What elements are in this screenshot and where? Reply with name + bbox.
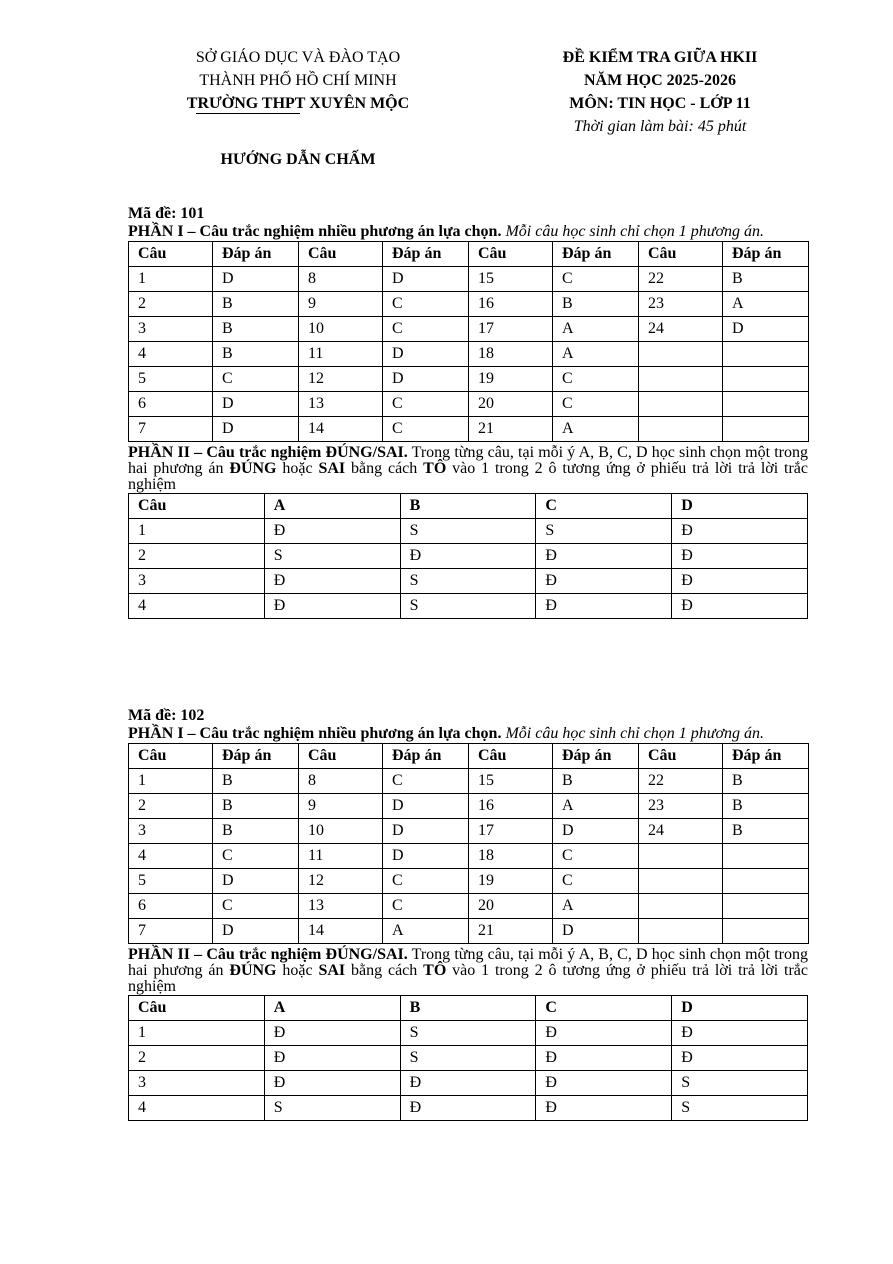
table-cell: D <box>383 342 469 367</box>
table-header-row <box>129 996 808 1021</box>
table-cell: A <box>553 794 639 819</box>
exam-code: Mã đề: 101 <box>128 205 205 222</box>
table-cell <box>723 919 809 944</box>
table-cell: S <box>672 1071 808 1096</box>
column-header: Câu <box>129 996 265 1021</box>
table-header-row <box>129 494 808 519</box>
column-header: Câu <box>129 494 265 519</box>
table-cell <box>723 342 809 367</box>
column-header: Câu <box>469 744 553 769</box>
table-cell: B <box>213 317 299 342</box>
table-cell: S <box>400 519 536 544</box>
table-cell: Đ <box>536 569 672 594</box>
table-cell: D <box>723 317 809 342</box>
exam-code: Mã đề: 102 <box>128 707 205 724</box>
table-cell: 11 <box>299 342 383 367</box>
table-cell: 11 <box>299 844 383 869</box>
table-cell: 1 <box>129 267 213 292</box>
table-cell: Đ <box>536 1096 672 1121</box>
table-cell: C <box>553 869 639 894</box>
table-cell: D <box>383 794 469 819</box>
table-cell: B <box>553 769 639 794</box>
table-cell: C <box>553 392 639 417</box>
table-cell: 7 <box>129 919 213 944</box>
table-cell <box>639 417 723 442</box>
table-cell: 5 <box>129 869 213 894</box>
table-row <box>129 544 808 569</box>
part1-answer-table <box>128 743 809 944</box>
table-row <box>129 1046 808 1071</box>
table-cell: 23 <box>639 292 723 317</box>
table-row <box>129 267 809 292</box>
part2-bold-to: TÔ <box>423 460 447 477</box>
table-cell: 3 <box>129 317 213 342</box>
table-cell: Đ <box>400 1096 536 1121</box>
table-cell <box>639 869 723 894</box>
table-cell: D <box>213 919 299 944</box>
column-header: D <box>672 996 808 1021</box>
part2-text-c: bằng cách <box>345 962 424 979</box>
exam-101-section <box>128 204 808 619</box>
column-header: Đáp án <box>723 242 809 267</box>
table-cell: S <box>400 1021 536 1046</box>
table-row <box>129 844 809 869</box>
table-cell: 2 <box>129 1046 265 1071</box>
table-cell: 10 <box>299 819 383 844</box>
part2-title <box>128 947 808 995</box>
table-cell: 2 <box>129 292 213 317</box>
table-cell: C <box>553 267 639 292</box>
table-cell: D <box>213 392 299 417</box>
table-cell <box>723 894 809 919</box>
table-cell: S <box>536 519 672 544</box>
table-cell: Đ <box>672 544 808 569</box>
part2-text-d: vào 1 trong 2 ô tương ứng ở phiếu trả lời trả lời trắc nghiệm <box>128 460 809 493</box>
table-cell <box>723 844 809 869</box>
table-cell: Đ <box>264 519 400 544</box>
part2-bold-sai: SAI <box>318 962 346 979</box>
table-cell: 23 <box>639 794 723 819</box>
table-row <box>129 769 809 794</box>
part1-title <box>128 725 808 743</box>
table-cell: 4 <box>129 342 213 367</box>
table-cell: 13 <box>299 894 383 919</box>
table-row <box>129 1096 808 1121</box>
part2-text-c: bằng cách <box>345 460 424 477</box>
table-cell: S <box>400 1046 536 1071</box>
table-cell: 22 <box>639 267 723 292</box>
table-cell: C <box>213 844 299 869</box>
table-row <box>129 292 809 317</box>
table-cell <box>639 367 723 392</box>
column-header: Đáp án <box>383 242 469 267</box>
table-cell: 3 <box>129 569 265 594</box>
subject: MÔN: TIN HỌC - LỚP 11 <box>569 95 751 112</box>
table-cell: C <box>213 367 299 392</box>
table-cell: C <box>383 417 469 442</box>
table-cell: 4 <box>129 844 213 869</box>
table-row <box>129 367 809 392</box>
column-header: Câu <box>639 242 723 267</box>
table-cell: B <box>213 819 299 844</box>
column-header: C <box>536 494 672 519</box>
table-cell: Đ <box>672 1046 808 1071</box>
part2-text-b: hoặc <box>276 460 319 477</box>
table-row <box>129 569 808 594</box>
header-left <box>128 46 468 115</box>
table-cell: Đ <box>536 594 672 619</box>
column-header: C <box>536 996 672 1021</box>
table-cell: S <box>672 1096 808 1121</box>
table-cell: 1 <box>129 519 265 544</box>
table-cell: 1 <box>129 1021 265 1046</box>
city-name: THÀNH PHỐ HỒ CHÍ MINH <box>199 72 397 89</box>
table-cell: B <box>213 769 299 794</box>
table-header-row <box>129 242 809 267</box>
table-cell <box>723 417 809 442</box>
table-cell: Đ <box>536 1021 672 1046</box>
table-row <box>129 819 809 844</box>
column-header: Đáp án <box>723 744 809 769</box>
part1-title-bold: PHẦN I – Câu trắc nghiệm nhiều phương án lựa chọn. <box>128 725 502 742</box>
column-header: Câu <box>129 242 213 267</box>
table-cell: Đ <box>672 1021 808 1046</box>
table-row <box>129 594 808 619</box>
table-cell: 1 <box>129 769 213 794</box>
table-cell: Đ <box>264 1046 400 1071</box>
table-cell: Đ <box>264 594 400 619</box>
table-cell: C <box>383 317 469 342</box>
table-cell: A <box>553 317 639 342</box>
table-cell: D <box>383 367 469 392</box>
table-cell: D <box>383 844 469 869</box>
table-cell <box>639 844 723 869</box>
column-header: Đáp án <box>553 242 639 267</box>
table-cell: 20 <box>469 392 553 417</box>
column-header: A <box>264 996 400 1021</box>
school-name: TRƯỜNG THPT XUYÊN MỘC <box>186 95 410 112</box>
table-cell: Đ <box>672 594 808 619</box>
table-cell: 6 <box>129 392 213 417</box>
part2-answer-table <box>128 493 808 619</box>
table-cell: S <box>264 544 400 569</box>
table-cell: S <box>264 1096 400 1121</box>
table-cell: B <box>553 292 639 317</box>
column-header: Đáp án <box>383 744 469 769</box>
table-row <box>129 317 809 342</box>
part2-text-d: vào 1 trong 2 ô tương ứng ở phiếu trả lời trả lời trắc nghiệm <box>128 962 809 995</box>
school-year: NĂM HỌC 2025-2026 <box>584 72 736 89</box>
table-row <box>129 519 808 544</box>
table-row <box>129 1021 808 1046</box>
column-header: A <box>264 494 400 519</box>
table-cell: C <box>383 869 469 894</box>
table-cell: Đ <box>536 1071 672 1096</box>
table-cell: 9 <box>299 794 383 819</box>
school-name-wrap <box>128 92 468 115</box>
part2-text-a: Trong từng câu, tại mỗi ý A, B, C, D học sinh chọn một trong hai phương án <box>128 444 809 477</box>
table-cell: 8 <box>299 769 383 794</box>
table-cell <box>639 342 723 367</box>
part1-title <box>128 223 808 241</box>
table-row <box>129 342 809 367</box>
table-cell: 14 <box>299 417 383 442</box>
time-limit: Thời gian làm bài: 45 phút <box>573 118 747 135</box>
table-cell: C <box>383 292 469 317</box>
table-cell: 3 <box>129 819 213 844</box>
table-cell: 4 <box>129 594 265 619</box>
table-cell: 19 <box>469 367 553 392</box>
part2-text-a: Trong từng câu, tại mỗi ý A, B, C, D học sinh chọn một trong hai phương án <box>128 946 809 979</box>
part2-answer-table <box>128 995 808 1121</box>
table-cell <box>639 894 723 919</box>
table-row <box>129 794 809 819</box>
table-cell: 21 <box>469 417 553 442</box>
table-cell: 8 <box>299 267 383 292</box>
table-cell: S <box>400 569 536 594</box>
column-header: D <box>672 494 808 519</box>
table-cell <box>723 392 809 417</box>
table-cell: C <box>383 894 469 919</box>
table-cell: A <box>553 417 639 442</box>
guide-title: HƯỚNG DẪN CHẤM <box>220 151 376 168</box>
exam-title: ĐỀ KIỂM TRA GIỮA HKII <box>562 49 758 66</box>
table-cell: D <box>553 819 639 844</box>
column-header: B <box>400 494 536 519</box>
table-cell <box>639 392 723 417</box>
table-cell: C <box>213 894 299 919</box>
table-cell: 15 <box>469 769 553 794</box>
table-cell: 20 <box>469 894 553 919</box>
part2-title <box>128 445 808 493</box>
part2-bold-dung: ĐÚNG <box>229 460 277 477</box>
table-cell: 16 <box>469 292 553 317</box>
column-header: Đáp án <box>213 744 299 769</box>
table-cell: 18 <box>469 342 553 367</box>
table-cell: 9 <box>299 292 383 317</box>
table-cell: Đ <box>400 544 536 569</box>
table-cell: 22 <box>639 769 723 794</box>
table-cell: 13 <box>299 392 383 417</box>
table-cell: 6 <box>129 894 213 919</box>
table-row <box>129 417 809 442</box>
part2-text-b: hoặc <box>276 962 319 979</box>
table-cell: 10 <box>299 317 383 342</box>
table-cell: A <box>553 342 639 367</box>
column-header: Đáp án <box>553 744 639 769</box>
table-cell: D <box>383 819 469 844</box>
table-cell: Đ <box>264 1071 400 1096</box>
table-cell: 2 <box>129 794 213 819</box>
table-cell: C <box>383 392 469 417</box>
part2-title-bold: PHẦN II – Câu trắc nghiệm ĐÚNG/SAI. <box>128 444 408 461</box>
table-cell: C <box>553 844 639 869</box>
table-cell: 5 <box>129 367 213 392</box>
table-row <box>129 919 809 944</box>
table-cell: 17 <box>469 819 553 844</box>
table-cell: A <box>383 919 469 944</box>
table-cell: A <box>553 894 639 919</box>
table-cell: 16 <box>469 794 553 819</box>
table-cell: Đ <box>536 544 672 569</box>
table-cell: D <box>213 869 299 894</box>
part2-bold-to: TÔ <box>423 962 447 979</box>
table-cell: A <box>723 292 809 317</box>
table-cell <box>723 869 809 894</box>
part1-answer-table <box>128 241 809 442</box>
table-row <box>129 869 809 894</box>
column-header: Câu <box>129 744 213 769</box>
part2-bold-dung: ĐÚNG <box>229 962 277 979</box>
table-cell: D <box>213 417 299 442</box>
table-cell: D <box>553 919 639 944</box>
table-cell: 15 <box>469 267 553 292</box>
table-cell: 18 <box>469 844 553 869</box>
table-cell: B <box>213 342 299 367</box>
part1-title-bold: PHẦN I – Câu trắc nghiệm nhiều phương án lựa chọn. <box>128 223 502 240</box>
table-cell: Đ <box>672 569 808 594</box>
table-cell <box>639 919 723 944</box>
table-cell: 2 <box>129 544 265 569</box>
table-cell: Đ <box>264 569 400 594</box>
part2-title-bold: PHẦN II – Câu trắc nghiệm ĐÚNG/SAI. <box>128 946 408 963</box>
table-row <box>129 1071 808 1096</box>
table-cell: Đ <box>400 1071 536 1096</box>
table-cell: 14 <box>299 919 383 944</box>
table-cell: 12 <box>299 869 383 894</box>
table-row <box>129 894 809 919</box>
table-cell: 7 <box>129 417 213 442</box>
table-cell: 3 <box>129 1071 265 1096</box>
table-cell: 12 <box>299 367 383 392</box>
table-header-row <box>129 744 809 769</box>
table-cell: 24 <box>639 819 723 844</box>
department-name: SỞ GIÁO DỤC VÀ ĐÀO TẠO <box>195 49 401 66</box>
table-cell: S <box>400 594 536 619</box>
table-cell: B <box>723 267 809 292</box>
exam-102-section <box>128 706 808 1121</box>
table-cell: 21 <box>469 919 553 944</box>
table-cell: B <box>213 794 299 819</box>
table-cell: D <box>213 267 299 292</box>
column-header: B <box>400 996 536 1021</box>
table-cell: B <box>723 819 809 844</box>
table-cell: B <box>723 794 809 819</box>
table-cell: D <box>383 267 469 292</box>
column-header: Câu <box>639 744 723 769</box>
table-row <box>129 392 809 417</box>
part1-title-italic: Mỗi câu học sinh chỉ chọn 1 phương án. <box>501 725 765 742</box>
column-header: Đáp án <box>213 242 299 267</box>
table-cell: Đ <box>672 519 808 544</box>
table-cell: B <box>723 769 809 794</box>
column-header: Câu <box>469 242 553 267</box>
table-cell: C <box>553 367 639 392</box>
column-header: Câu <box>299 744 383 769</box>
school-underline <box>196 113 300 114</box>
part1-title-italic: Mỗi câu học sinh chỉ chọn 1 phương án. <box>501 223 765 240</box>
header-right <box>495 46 825 138</box>
table-cell: Đ <box>536 1046 672 1071</box>
table-cell: Đ <box>264 1021 400 1046</box>
table-cell: B <box>213 292 299 317</box>
column-header: Câu <box>299 242 383 267</box>
table-cell: 4 <box>129 1096 265 1121</box>
table-cell: 19 <box>469 869 553 894</box>
table-cell <box>723 367 809 392</box>
table-cell: 24 <box>639 317 723 342</box>
table-cell: C <box>383 769 469 794</box>
table-cell: 17 <box>469 317 553 342</box>
part2-bold-sai: SAI <box>318 460 346 477</box>
